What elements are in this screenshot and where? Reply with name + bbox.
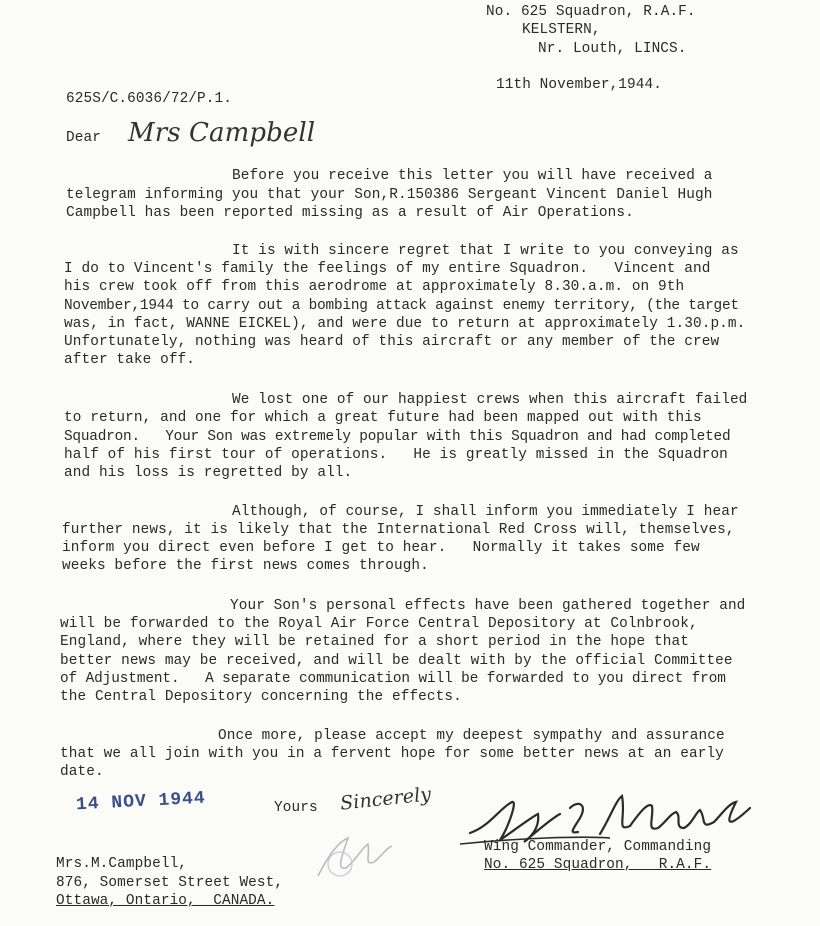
body-line: his crew took off from this aerodrome at approximately 8.30.a.m. on 9th — [64, 279, 685, 295]
signature-unit: No. 625 Squadron, R.A.F. — [484, 857, 712, 873]
body-line: the Central Depository concerning the effects. — [60, 689, 462, 705]
body-line: Campbell has been reported missing as a result of Air Operations. — [66, 205, 634, 221]
reference-number: 625S/C.6036/72/P.1. — [66, 91, 232, 107]
body-line: further news, it is likely that the International Red Cross will, themselves, — [62, 522, 735, 538]
body-line: I do to Vincent's family the feelings of my entire Squadron. Vincent and — [64, 261, 711, 277]
body-line: Your Son's personal effects have been gathered together and — [230, 598, 746, 614]
body-line: Squadron. Your Son was extremely popular with this Squadron and had completed — [64, 429, 731, 445]
body-line: telegram informing you that your Son,R.150386 Sergeant Vincent Daniel Hugh — [66, 187, 713, 203]
closing-yours: Yours — [274, 800, 318, 816]
body-line: It is with sincere regret that I write to you conveying as — [232, 243, 739, 259]
letterhead-station: KELSTERN, — [522, 22, 601, 38]
body-line: We lost one of our happiest crews when this aircraft failed — [232, 392, 748, 408]
body-line: November,1944 to carry out a bombing attack against enemy territory, (the target — [64, 298, 739, 314]
body-line: Once more, please accept my deepest sympathy and assurance — [218, 728, 725, 744]
body-line: that we all join with you in a fervent hope for some better news at an early — [60, 746, 724, 762]
letter-date: 11th November,1944. — [496, 77, 662, 93]
body-line: to return, and one for which a great future had been mapped out with this — [64, 410, 702, 426]
recipient-name: Mrs.M.Campbell, — [56, 856, 188, 872]
recipient-street: 876, Somerset Street West, — [56, 875, 284, 891]
body-line: weeks before the first news comes through. — [62, 558, 429, 574]
body-line: Unfortunately, nothing was heard of this aircraft or any member of the crew — [64, 334, 720, 350]
body-line: better news may be received, and will be dealt with by the official Committee — [60, 653, 733, 669]
initials-mark — [312, 826, 402, 886]
body-line: half of his first tour of operations. He is greatly missed in the Squadron — [64, 447, 728, 463]
body-line: Before you receive this letter you will have received a — [232, 168, 713, 184]
body-line: and his loss is regretted by all. — [64, 465, 353, 481]
body-line: was, in fact, WANNE EICKEL), and were due to return at approximately 1.30.p.m. — [64, 316, 746, 332]
salutation-dear: Dear — [66, 130, 101, 146]
body-line: will be forwarded to the Royal Air Force Central Depository at Colnbrook, — [60, 616, 698, 632]
body-line: date. — [60, 764, 104, 780]
body-line: inform you direct even before I get to hear. Normally it takes some few — [62, 540, 700, 556]
body-line: of Adjustment. A separate communication will be forwarded to you direct from — [60, 671, 726, 687]
salutation-name: Mrs Campbell — [128, 118, 316, 148]
closing-sincerely: Sincerely — [339, 783, 433, 815]
body-line: after take off. — [64, 352, 196, 368]
recipient-city: Ottawa, Ontario, CANADA. — [56, 893, 275, 909]
signature-title: Wing Commander, Commanding — [484, 839, 712, 855]
letterhead-location: Nr. Louth, LINCS. — [538, 41, 687, 57]
body-line: England, where they will be retained for a short period in the hope that — [60, 634, 689, 650]
letterhead-squadron: No. 625 Squadron, R.A.F. — [486, 4, 696, 20]
body-line: Although, of course, I shall inform you immediately I hear — [232, 504, 739, 520]
received-date-stamp: 14 NOV 1944 — [75, 788, 207, 816]
